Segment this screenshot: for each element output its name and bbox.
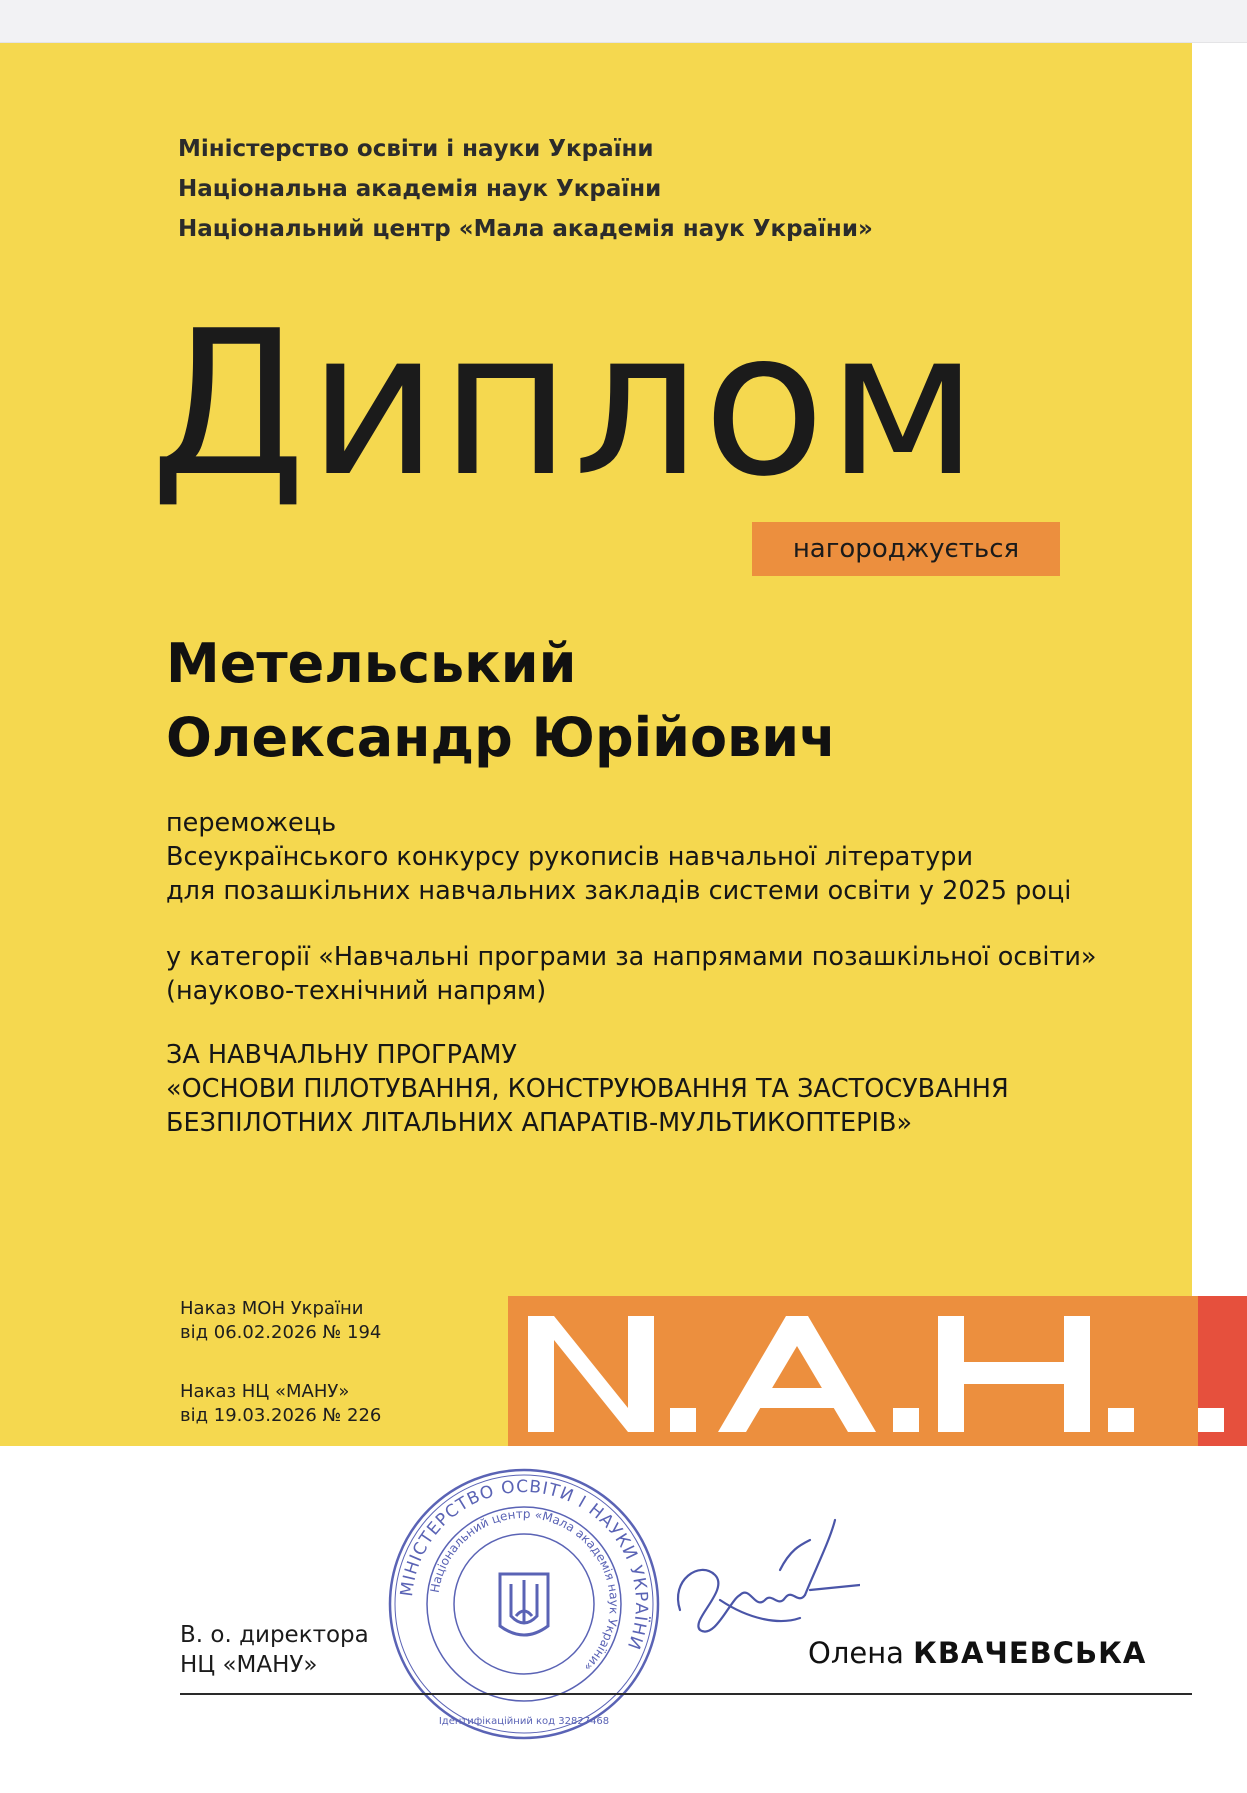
signature-line [180,1693,1192,1695]
signer-last-name: КВАЧЕВСЬКА [913,1636,1147,1670]
body-line-program-title-2: БЕЗПІЛОТНИХ ЛІТАЛЬНИХ АПАРАТІВ-МУЛЬТИКОПТЕРІВ» [166,1108,913,1138]
order-manu-title: Наказ НЦ «МАНУ» [180,1381,350,1402]
signer-first-name: Олена [808,1636,904,1670]
man-logo [508,1296,1247,1446]
body-line-category: у категорії «Навчальні програми за напрямами позашкільної освіти» [166,942,1097,972]
top-bar [0,0,1247,43]
order-mon-title: Наказ МОН України [180,1298,364,1319]
org-line-ministry: Міністерство освіти і науки України [178,136,654,162]
stamp-outer-text: МІНІСТЕРСТВО ОСВІТИ І НАУКИ УКРАЇНИ [397,1476,652,1653]
recipient-given-names: Олександр Юрійович [166,706,837,769]
page-margin [1192,43,1247,1446]
org-line-center: Національний центр «Мала академія наук України» [178,216,873,242]
handwritten-signature [660,1500,860,1650]
order-mon-date: від 06.02.2026 № 194 [180,1322,382,1343]
body-line-direction: (науково-технічний напрям) [166,976,547,1006]
recipient-surname: Метельський [166,632,577,695]
signer-name [808,1636,1146,1670]
diploma-title: Диплом [150,288,981,521]
signer-role-line1: В. о. директора [180,1622,369,1648]
body-line-winner: переможець [166,808,337,838]
body-line-program-title-1: «ОСНОВИ ПІЛОТУВАННЯ, КОНСТРУЮВАННЯ ТА ЗАСТОСУВАННЯ [166,1074,1009,1104]
official-stamp [386,1466,662,1742]
body-line-institutions: для позашкільних навчальних закладів системи освіти у 2025 році [166,876,1072,906]
stamp-code-text: Ідентифікаційний код 32827468 [438,1716,610,1727]
trident-icon [500,1574,548,1635]
body-line-contest: Всеукраїнського конкурсу рукописів навчальної літератури [166,842,974,872]
stamp-inner-text: Національний центр «Мала академія наук України» [427,1506,622,1675]
signer-role-line2: НЦ «МАНУ» [180,1652,318,1678]
order-manu-date: від 19.03.2026 № 226 [180,1405,382,1426]
org-line-academy: Національна академія наук України [178,176,662,202]
body-line-program-heading: ЗА НАВЧАЛЬНУ ПРОГРАМУ [166,1040,517,1070]
awarded-badge-label: нагороджується [792,534,1020,564]
awarded-badge [752,522,1060,576]
